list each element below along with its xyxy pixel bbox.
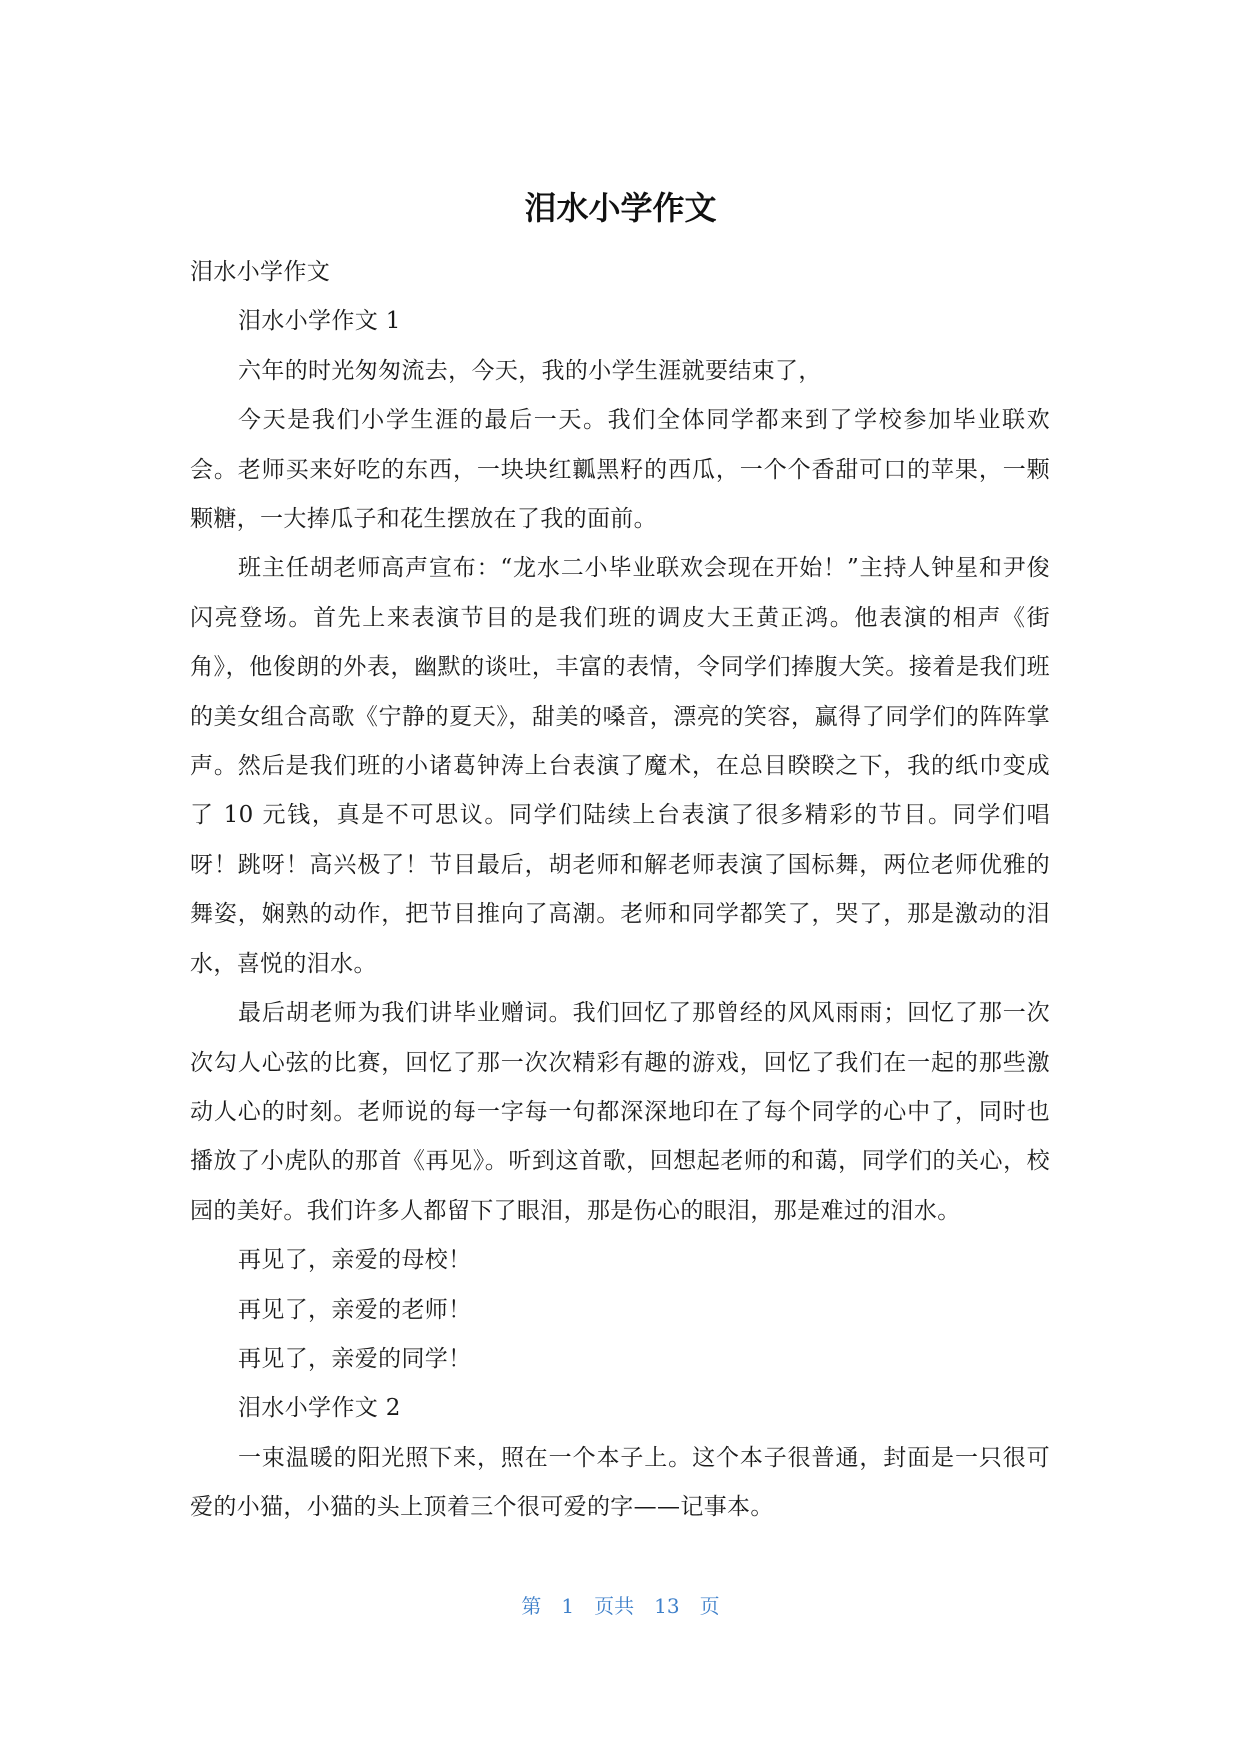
paragraph: 六年的时光匆匆流去，今天，我的小学生涯就要结束了， <box>238 357 822 384</box>
total-pages-number: 13 <box>654 1594 680 1618</box>
document-title: 泪水小学作文 <box>524 189 717 227</box>
paragraph: 再见了，亲爱的母校！ <box>238 1247 472 1274</box>
section-heading-1: 泪水小学作文 1 <box>238 308 401 335</box>
page-footer <box>0 1592 1241 1620</box>
section-heading-2: 泪水小学作文 2 <box>238 1395 401 1422</box>
document-body <box>190 248 1050 1533</box>
page-label-middle: 页共 <box>594 1594 635 1618</box>
paragraph: 最后胡老师为我们讲毕业赠词。我们回忆了那曾经的风风雨雨；回忆了那一次次勾人心弦的比赛，回忆了那一次次精彩有趣的游戏，回忆了我们在一起的那些激动人心的时刻。老师说的每一字每一句都深深地印在了每个同学的心中了，同时也播放了小虎队的那首《再见》。听到这首歌，回想起老师的和蔼，同学们的关心，校园的美好。我们许多人都留下了眼泪，那是伤心的眼泪，那是难过的泪水。 <box>190 1000 1050 1224</box>
paragraph: 一束温暖的阳光照下来，照在一个本子上。这个本子很普通，封面是一只很可爱的小猫，小猫的头上顶着三个很可爱的字——记事本。 <box>190 1444 1050 1521</box>
paragraph: 再见了，亲爱的老师！ <box>238 1296 472 1323</box>
current-page-number: 1 <box>561 1594 575 1618</box>
subtitle-line: 泪水小学作文 <box>190 259 331 285</box>
paragraph: 班主任胡老师高声宣布：“龙水二小毕业联欢会现在开始！”主持人钟星和尹俊闪亮登场。首先上来表演节目的是我们班的调皮大王黄正鸿。他表演的相声《街角》，他俊朗的外表，幽默的谈吐，丰富的表情，令同学们捧腹大笑。接着是我们班的美女组合高歌《宁静的夏天》，甜美的嗓音，漂亮的笑容，赢得了同学们的阵阵掌声。然后是我们班的小诸葛钟涛上台表演了魔术，在总目睽睽之下，我的纸巾变成了 10 元钱，真是不可思议。同学们陆续上台表演了很多精彩的节目。同学们唱呀！跳呀！高兴极了！节目最后，胡老师和解老师表演了国标舞，两位老师优雅的舞姿，娴熟的动作，把节目推向了高潮。老师和同学都笑了，哭了，那是激动的泪水，喜悦的泪水。 <box>190 555 1050 977</box>
page-label-prefix: 第 <box>521 1594 542 1618</box>
paragraph: 今天是我们小学生涯的最后一天。我们全体同学都来到了学校参加毕业联欢会。老师买来好吃的东西，一块块红瓤黑籽的西瓜，一个个香甜可口的苹果，一颗颗糖，一大捧瓜子和花生摆放在了我的面前。 <box>190 407 1050 533</box>
page-label-suffix: 页 <box>699 1594 720 1618</box>
paragraph: 再见了，亲爱的同学！ <box>238 1345 472 1372</box>
